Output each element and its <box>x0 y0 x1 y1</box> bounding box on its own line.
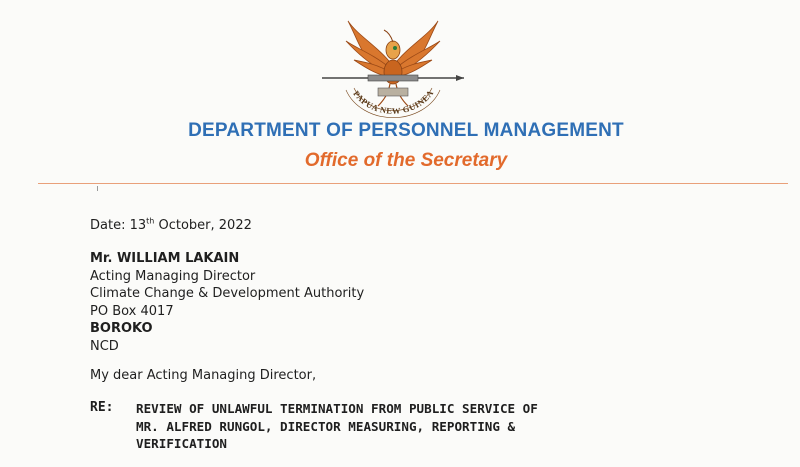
recipient-organization: Climate Change & Development Authority <box>90 286 365 302</box>
letter-date: Date: 13th October, 2022 <box>90 216 252 233</box>
recipient-address <box>90 250 364 356</box>
recipient-city: BOROKO <box>90 321 153 337</box>
recipient-title: Acting Managing Director <box>90 268 256 284</box>
salutation: My dear Acting Managing Director, <box>90 368 317 383</box>
scan-mark <box>97 186 98 191</box>
office-title: Office of the Secretary <box>304 150 508 171</box>
letterhead-divider <box>38 183 788 184</box>
recipient-po-box: PO Box 4017 <box>90 303 174 319</box>
svg-text:PAPUA NEW GUINEA: PAPUA NEW GUINEA <box>351 87 436 116</box>
department-title: DEPARTMENT OF PERSONNEL MANAGEMENT <box>188 120 624 141</box>
recipient-region: NCD <box>90 338 119 354</box>
subject-line-2: MR. ALFRED RUNGOL, DIRECTOR MEASURING, REPORTING & <box>136 418 516 434</box>
recipient-name: Mr. WILLIAM LAKAIN <box>90 251 240 266</box>
subject-line-3: VERIFICATION <box>136 436 227 451</box>
subject-line <box>136 400 706 453</box>
re-label: RE: <box>90 400 114 415</box>
bird-of-paradise-emblem-icon <box>318 6 468 124</box>
subject-line-1: REVIEW OF UNLAWFUL TERMINATION FROM PUBLIC SERVICE OF <box>136 401 538 416</box>
png-national-emblem <box>318 6 468 124</box>
